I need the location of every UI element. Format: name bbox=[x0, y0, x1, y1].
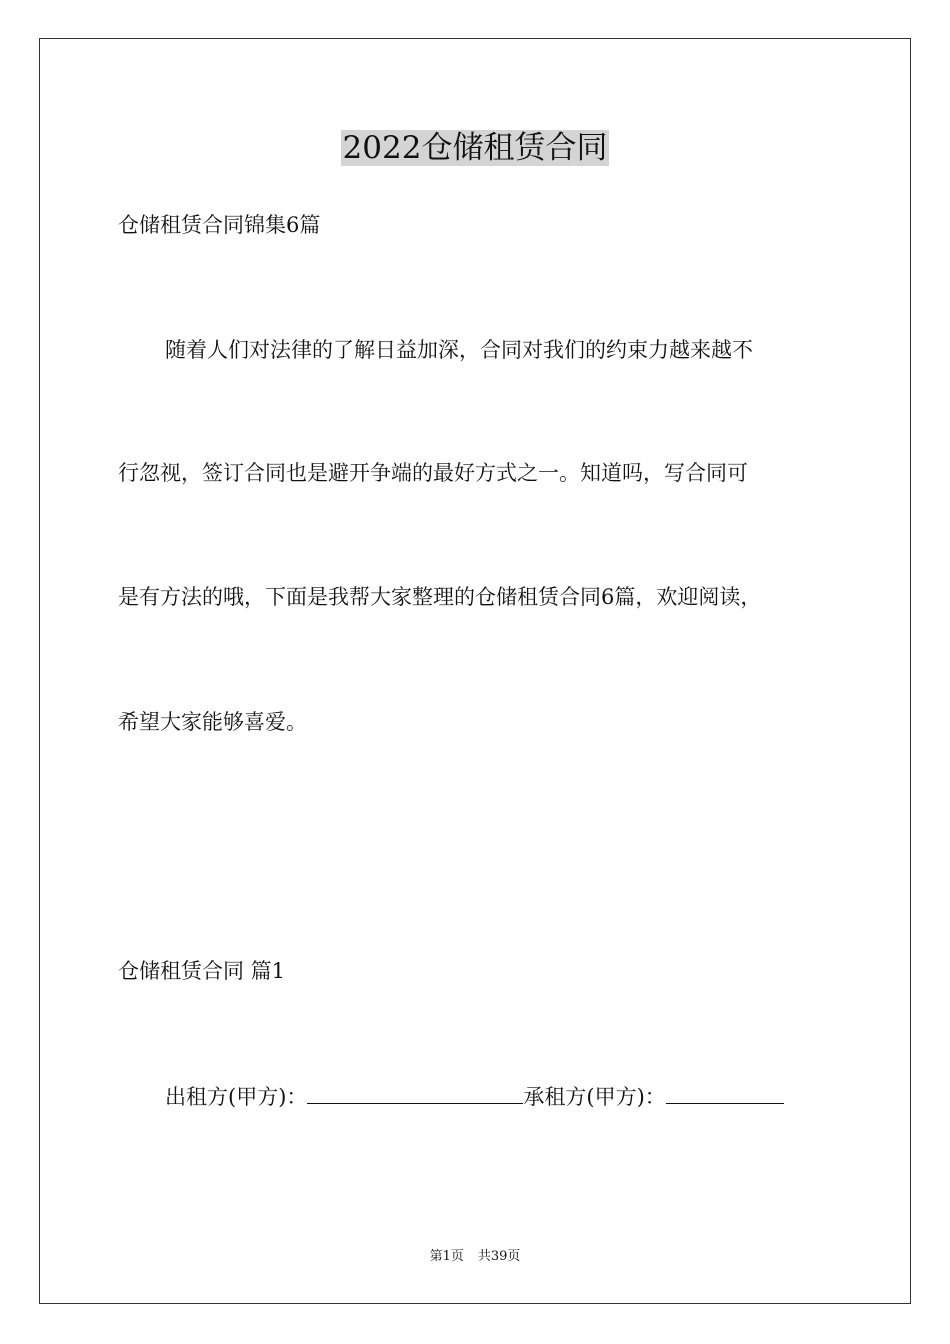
page-number: 第1页 bbox=[429, 1249, 464, 1264]
party-line bbox=[165, 1081, 784, 1112]
document-title bbox=[0, 128, 950, 168]
intro-line-2: 行忽视，签订合同也是避开争端的最好方式之一。知道吗，写合同可 bbox=[118, 461, 748, 485]
lessor-label: 出租方(甲方)： bbox=[165, 1085, 308, 1109]
document-subtitle: 仓储租赁合同锦集6篇 bbox=[118, 213, 321, 237]
lessee-label: 承租方(甲方)： bbox=[523, 1085, 666, 1109]
section-heading: 仓储租赁合同 篇1 bbox=[118, 959, 286, 983]
page-footer bbox=[0, 1249, 950, 1265]
lessor-blank bbox=[307, 1081, 523, 1104]
document-title-text: 2022仓储租赁合同 bbox=[342, 130, 608, 166]
page-total: 共39页 bbox=[477, 1249, 521, 1264]
intro-line-1: 随着人们对法律的了解日益加深，合同对我们的约束力越来越不 bbox=[165, 338, 753, 362]
intro-line-3: 是有方法的哦，下面是我帮大家整理的仓储租赁合同6篇，欢迎阅读， bbox=[118, 585, 762, 609]
lessee-blank bbox=[666, 1081, 784, 1104]
intro-line-4: 希望大家能够喜爱。 bbox=[118, 710, 307, 734]
